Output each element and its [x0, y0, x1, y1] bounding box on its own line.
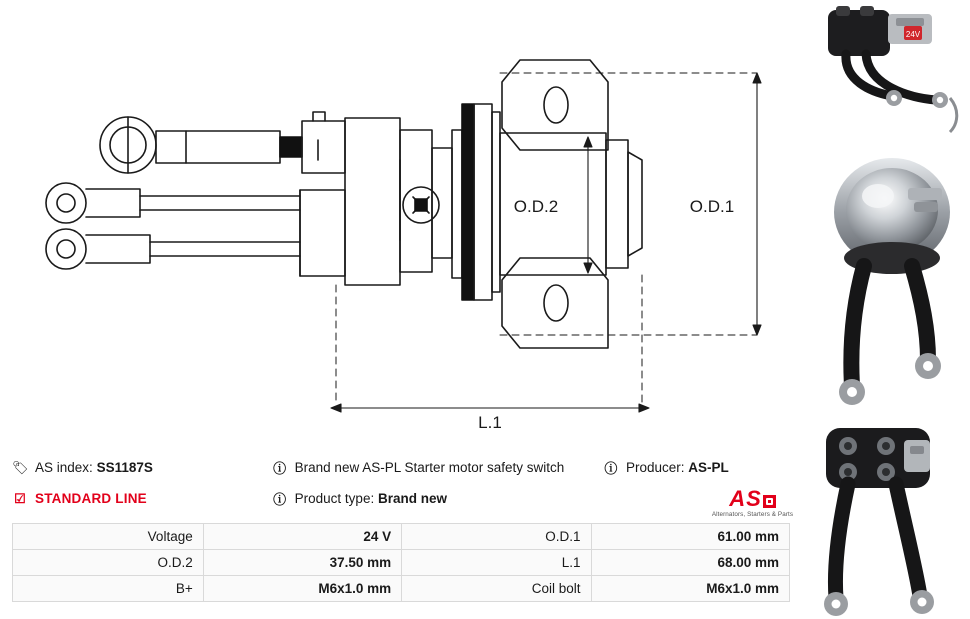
spec-value: 68.00 mm — [591, 550, 789, 576]
product-photo-top — [800, 0, 970, 140]
as-pl-logo — [705, 488, 800, 522]
product-photo-bottom — [800, 420, 970, 619]
as-index — [12, 460, 272, 476]
producer-value: AS-PL — [688, 460, 729, 475]
table-row — [13, 550, 790, 576]
specs-table — [12, 523, 790, 602]
product-description — [272, 458, 603, 477]
spec-value: 24 V — [203, 524, 401, 550]
logo-square-icon — [763, 495, 776, 508]
product-description-text: Brand new AS-PL Starter motor safety switch — [294, 460, 565, 475]
tag-icon: 🏷 — [12, 459, 29, 475]
info-icon: ⓘ — [273, 461, 287, 476]
logo-mark-text: AS — [729, 486, 762, 511]
bracket-hole-upper — [544, 87, 568, 123]
info-block — [12, 452, 782, 514]
standard-line-label: STANDARD LINE — [35, 491, 147, 506]
checkbox-icon: ☑ — [14, 490, 26, 506]
spec-label: O.D.1 — [402, 524, 591, 550]
producer — [603, 458, 782, 477]
spec-value: M6x1.0 mm — [591, 576, 789, 602]
spec-value: M6x1.0 mm — [203, 576, 401, 602]
dim-label-od1: O.D.1 — [689, 197, 735, 216]
info-icon: ⓘ — [273, 492, 287, 507]
eyelet-upper — [46, 183, 86, 223]
producer-label: Producer: — [625, 460, 685, 475]
product-photo-front — [800, 140, 970, 420]
logo-mark — [705, 488, 800, 510]
info-row-1 — [12, 452, 782, 483]
spec-label: B+ — [13, 576, 204, 602]
dim-label-od2: O.D.2 — [513, 197, 559, 216]
dim-label-l1: L.1 — [478, 413, 502, 432]
info-icon: ⓘ — [604, 461, 618, 476]
logo-subtitle: Alternators, Starters & Parts — [711, 511, 794, 518]
spec-label: O.D.2 — [13, 550, 204, 576]
spec-value: 37.50 mm — [203, 550, 401, 576]
product-type-label: Product type: — [294, 491, 375, 506]
spec-label: Coil bolt — [402, 576, 591, 602]
standard-line-badge — [12, 491, 272, 507]
table-row — [13, 524, 790, 550]
svg-text:24V: 24V — [905, 30, 921, 39]
product-type-value: Brand new — [377, 491, 447, 506]
info-row-2 — [12, 483, 782, 514]
as-index-label: AS index: — [35, 460, 93, 475]
product-type — [272, 489, 603, 508]
eyelet-lower — [46, 229, 86, 269]
as-index-value: SS1187S — [96, 460, 153, 475]
bracket-hole-lower — [544, 285, 568, 321]
spec-label: Voltage — [13, 524, 204, 550]
table-row — [13, 576, 790, 602]
spec-value: 61.00 mm — [591, 524, 789, 550]
spec-label: L.1 — [402, 550, 591, 576]
product-photos — [800, 0, 970, 619]
